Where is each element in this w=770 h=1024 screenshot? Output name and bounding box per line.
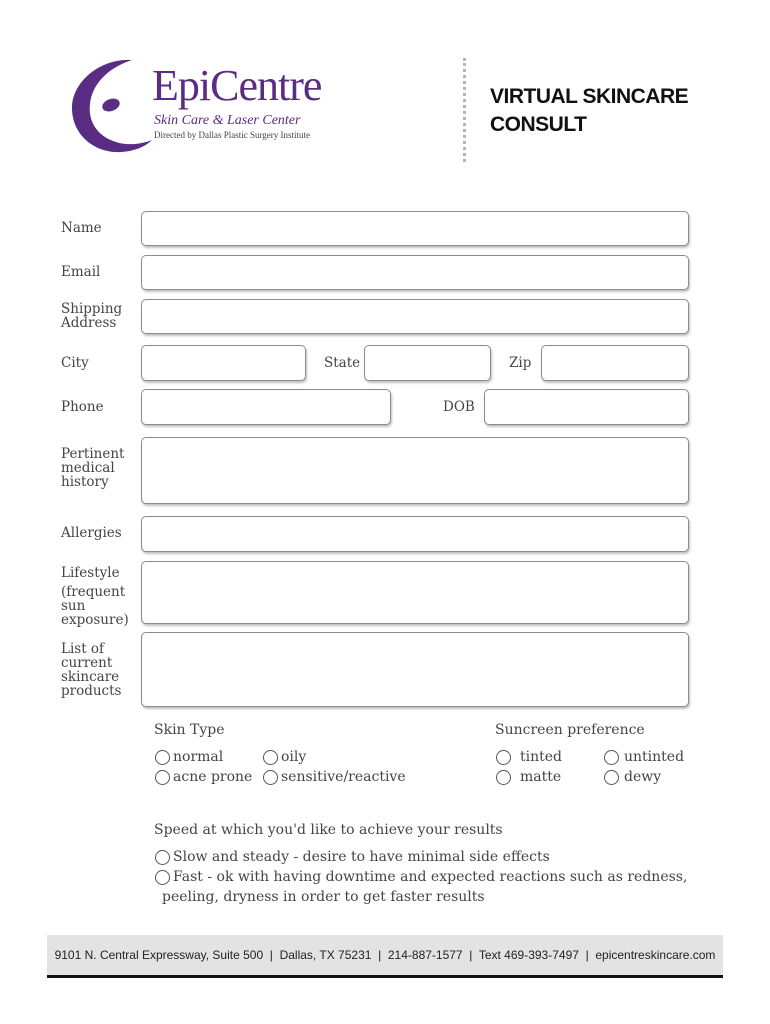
form-title: VIRTUAL SKINCARE CONSULT [490, 85, 689, 136]
lifestyle-label: Lifestyle (frequent sun exposure) [61, 565, 129, 628]
shipping-address-label: Shipping Address [61, 301, 123, 331]
footer-contact-bar [47, 935, 723, 978]
zip-field[interactable] [541, 345, 689, 381]
speed-title: Speed at which you'd like to achieve your results [154, 822, 503, 838]
skin-type-sensitive-option[interactable]: sensitive/reactive [263, 769, 406, 785]
logo-mark-icon [70, 56, 160, 156]
sunscreen-matte-option[interactable]: matte [496, 769, 561, 785]
sunscreen-preference-title: Suncreen preference [495, 722, 645, 738]
phone-label: Phone [61, 399, 104, 415]
skin-type-oily-option[interactable]: oily [263, 749, 306, 765]
city-field[interactable] [141, 345, 306, 381]
radio-circle-icon[interactable] [155, 770, 170, 785]
logo-tagline: Skin Care & Laser Center [154, 113, 301, 128]
zip-label: Zip [509, 355, 532, 371]
name-field[interactable] [141, 211, 689, 246]
email-field[interactable] [141, 255, 689, 290]
medical-history-label: Pertinent medical history [61, 446, 125, 490]
allergies-label: Allergies [61, 525, 122, 541]
header-divider [463, 58, 466, 162]
lifestyle-field[interactable] [141, 561, 689, 624]
radio-circle-icon[interactable] [155, 850, 170, 865]
sunscreen-untinted-option[interactable]: untinted [604, 749, 684, 765]
medical-history-field[interactable] [141, 437, 689, 504]
email-label: Email [61, 264, 101, 280]
phone-field[interactable] [141, 389, 391, 425]
logo [70, 56, 322, 156]
city-label: City [61, 355, 89, 371]
radio-circle-icon[interactable] [155, 750, 170, 765]
radio-circle-icon[interactable] [155, 870, 170, 885]
skin-type-acne-option[interactable]: acne prone [155, 769, 252, 785]
radio-circle-icon[interactable] [263, 750, 278, 765]
radio-circle-icon[interactable] [604, 770, 619, 785]
speed-fast-option[interactable]: Fast - ok with having downtime and expected reactions such as redness, peeling, dryness in order to get faster results [155, 869, 687, 907]
state-label: State [324, 355, 361, 371]
skincare-products-label: List of current skincare products [61, 641, 122, 699]
skin-type-normal-option[interactable]: normal [155, 749, 223, 765]
radio-circle-icon[interactable] [263, 770, 278, 785]
skincare-products-field[interactable] [141, 632, 689, 707]
speed-slow-option[interactable]: Slow and steady - desire to have minimal side effects [155, 849, 550, 865]
shipping-address-field[interactable] [141, 299, 689, 334]
radio-circle-icon[interactable] [604, 750, 619, 765]
allergies-field[interactable] [141, 516, 689, 552]
state-field[interactable] [364, 345, 491, 381]
radio-circle-icon[interactable] [496, 770, 511, 785]
logo-name: EpiCentre [152, 61, 322, 110]
sunscreen-dewy-option[interactable]: dewy [604, 769, 661, 785]
footer-contact-text: 9101 N. Central Expressway, Suite 500 | Dallas, TX 75231 | 214-887-1577 | Text 469-393-7497 | epicentreskincare.com [54, 948, 716, 962]
dob-label: DOB [443, 399, 475, 415]
radio-circle-icon[interactable] [496, 750, 511, 765]
logo-subtitle: Directed by Dallas Plastic Surgery Institute [154, 130, 311, 140]
skin-type-title: Skin Type [154, 722, 225, 738]
sunscreen-tinted-option[interactable]: tinted [496, 749, 562, 765]
dob-field[interactable] [484, 389, 689, 425]
name-label: Name [61, 220, 102, 236]
